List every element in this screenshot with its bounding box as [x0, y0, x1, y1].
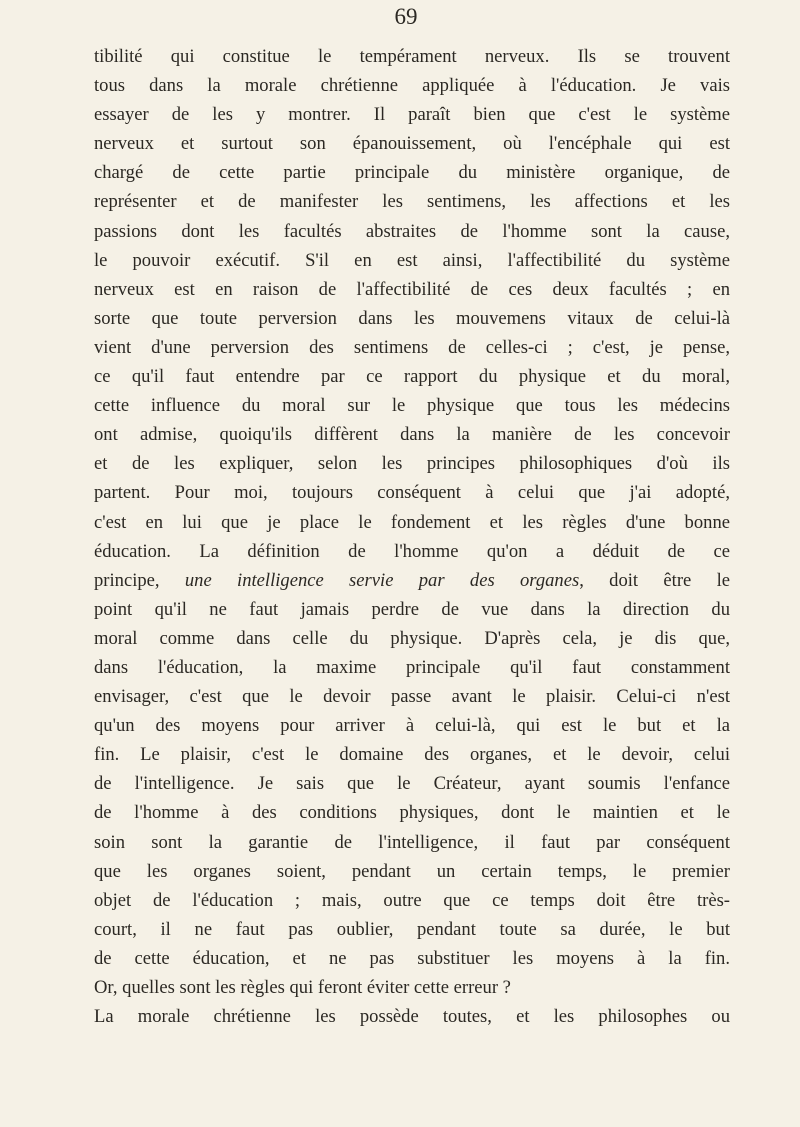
text-line: soin sont la garantie de l'intelligence, il faut par conséquent: [94, 831, 730, 853]
text-line: ont admise, quoiqu'ils diffèrent dans la manière de les concevoir: [94, 424, 730, 446]
text-line: c'est en lui que je place le fondement et les règles d'une bonne: [94, 511, 730, 533]
text-line: de cette éducation, et ne pas substituer les moyens à la fin.: [94, 947, 730, 969]
text-line: cette influence du moral sur le physique que tous les médecins: [94, 395, 730, 417]
text-line: qu'un des moyens pour arriver à celui-là, qui est le but et la: [94, 715, 730, 737]
text-line: point qu'il ne faut jamais perdre de vue dans la direction du: [94, 598, 730, 620]
text-line: essayer de les y montrer. Il paraît bien que c'est le système: [94, 104, 730, 126]
text-line: chargé de cette partie principale du ministère organique, de: [94, 162, 730, 184]
text-line: Or, quelles sont les règles qui feront éviter cette erreur ?: [94, 977, 511, 998]
text-line: dans l'éducation, la maxime principale qu'il faut constamment: [94, 656, 730, 678]
text-line: le pouvoir exécutif. S'il en est ainsi, l'affectibilité du système: [94, 249, 730, 271]
text-line: représenter et de manifester les sentimens, les affections et les: [94, 191, 730, 213]
text-line: tous dans la morale chrétienne appliquée à l'éducation. Je vais: [94, 75, 730, 97]
text-line: ce qu'il faut entendre par ce rapport du physique et du moral,: [94, 366, 730, 388]
text-line: éducation. La définition de l'homme qu'on a déduit de ce: [94, 540, 730, 562]
text-line: vient d'une perversion des sentimens de celles-ci ; c'est, je pense,: [94, 336, 730, 358]
text-line: La morale chrétienne les possède toutes, et les philosophes ou: [94, 1006, 730, 1028]
body-text: [94, 42, 730, 1031]
text-line: sorte que toute perversion dans les mouvemens vitaux de celui-là: [94, 307, 730, 329]
text-line: passions dont les facultés abstraites de l'homme sont la cause,: [94, 220, 730, 242]
text-line: tibilité qui constitue le tempérament nerveux. Ils se trouvent: [94, 46, 730, 67]
text-run: principe,: [94, 569, 185, 591]
text-line: moral comme dans celle du physique. D'après cela, je dis que,: [94, 627, 730, 649]
text-line: partent. Pour moi, toujours conséquent à celui que j'ai adopté,: [94, 482, 730, 504]
text-line: nerveux et surtout son épanouissement, où l'encéphale qui est: [94, 133, 730, 155]
text-line: fin. Le plaisir, c'est le domaine des organes, et le devoir, celui: [94, 744, 730, 766]
text-line: court, il ne faut pas oublier, pendant toute sa durée, le but: [94, 918, 730, 940]
text-line: que les organes soient, pendant un certain temps, le premier: [94, 860, 730, 882]
page-number: 69: [394, 4, 418, 29]
text-run: , doit être le: [579, 569, 730, 591]
text-line: et de les expliquer, selon les principes philosophiques d'où ils: [94, 453, 730, 475]
text-line-with-emphasis: [94, 566, 730, 595]
text-line: objet de l'éducation ; mais, outre que ce temps doit être très-: [94, 889, 730, 911]
text-line: nerveux est en raison de l'affectibilité de ces deux facultés ; en: [94, 278, 730, 300]
text-line: de l'homme à des conditions physiques, dont le maintien et le: [94, 802, 730, 824]
text-line: envisager, c'est que le devoir passe avant le plaisir. Celui-ci n'est: [94, 686, 730, 708]
emphasized-definition: une intelligence servie par des organes: [184, 569, 580, 591]
text-line: de l'intelligence. Je sais que le Créateur, ayant soumis l'enfance: [94, 773, 730, 795]
